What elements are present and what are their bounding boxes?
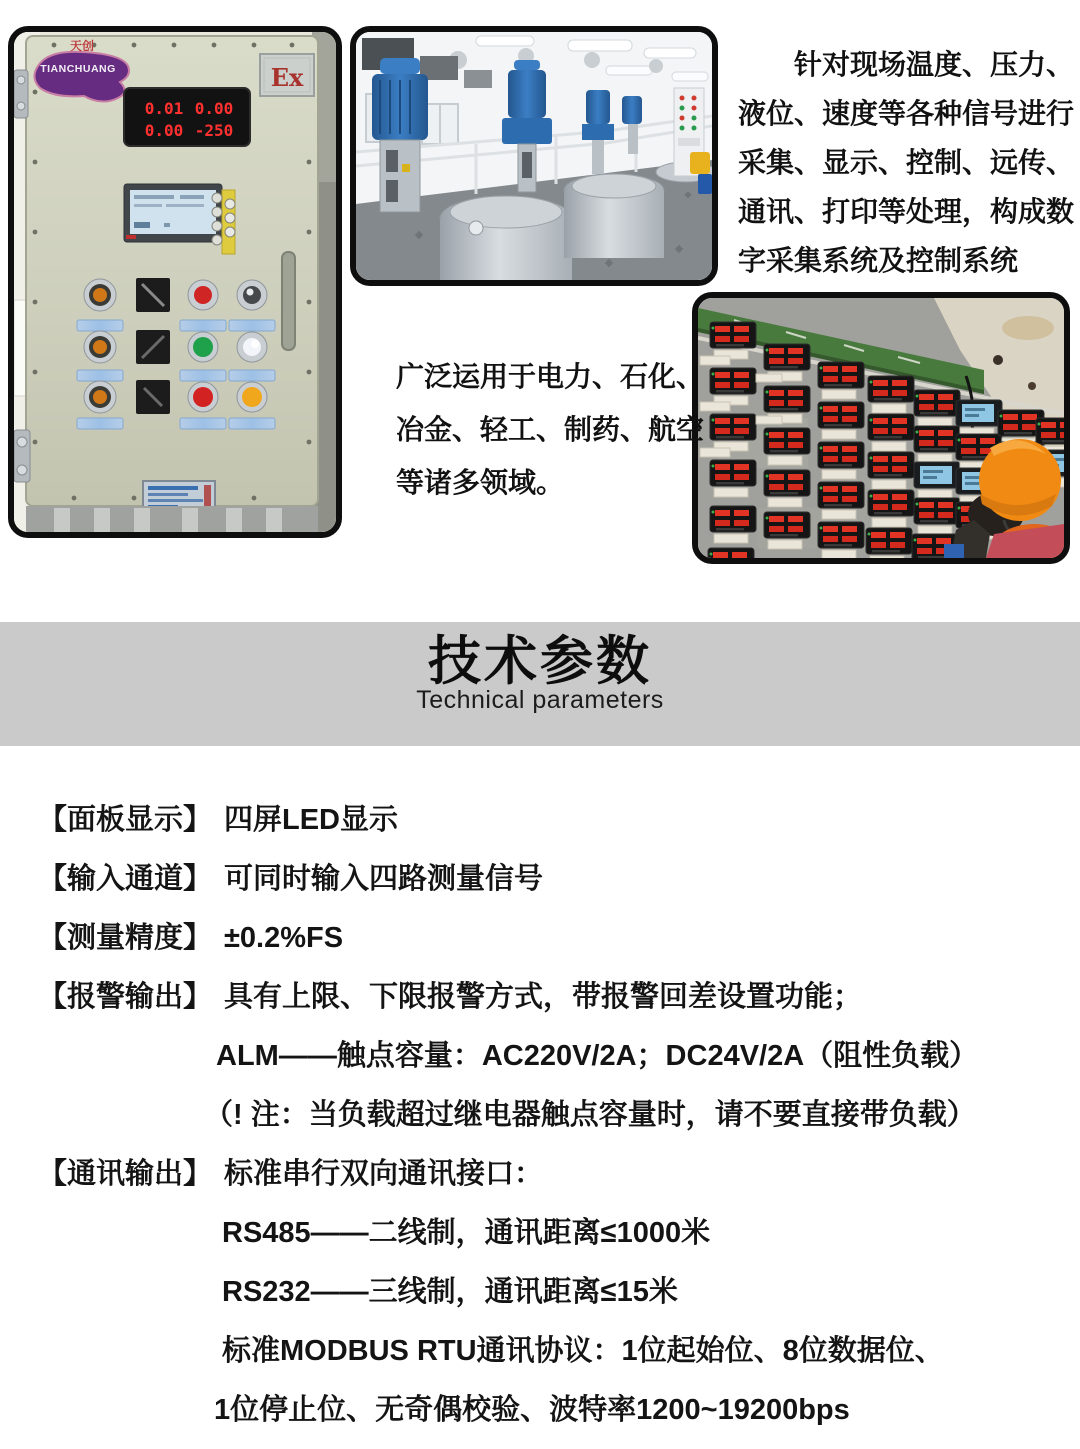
spec-label: 【测量精度】	[38, 922, 213, 954]
spec-row	[38, 1036, 1050, 1076]
intro-line: 针对现场温度、压力、	[794, 49, 1075, 80]
lcd-display	[124, 184, 222, 242]
led-ch1: 0.01	[144, 99, 184, 118]
section-subtitle: Technical parameters	[416, 686, 664, 714]
intro-line: 采集、显示、控制、远传、	[738, 147, 1075, 178]
spec-value: ±0.2%FS	[224, 922, 344, 954]
applications-paragraph	[396, 350, 716, 509]
applications-line: 冶金、轻工、制药、航空	[396, 414, 705, 445]
spec-label: 【面板显示】	[38, 804, 213, 836]
spec-value: 可同时输入四路测量信号	[224, 863, 544, 895]
door-handle	[282, 252, 295, 350]
ex-plate	[260, 54, 314, 96]
indicator-orange-icon	[93, 390, 107, 404]
section-banner	[0, 622, 1080, 746]
intro-line: 通讯、打印等处理，构成数	[738, 196, 1075, 227]
applications-line: 等诸多领域。	[396, 467, 565, 498]
led-ch2: 0.00	[194, 99, 234, 118]
spec-value: 标准MODBUS RTU通讯协议：1位起始位、8位数据位、	[222, 1335, 944, 1367]
wall-hole	[1028, 382, 1036, 390]
wall-stain	[1002, 316, 1054, 340]
spec-value: RS485——二线制，通讯距离≤1000米	[222, 1217, 711, 1249]
hinge-bottom	[14, 430, 30, 482]
intro-line: 字采集系统及控制系统	[738, 245, 1019, 276]
spec-row	[38, 1154, 1050, 1194]
blue-object	[944, 544, 964, 558]
spec-row	[38, 1213, 1050, 1253]
spec-value: 标准串行双向通讯接口：	[224, 1158, 544, 1190]
spec-row	[38, 977, 1050, 1017]
spec-value: （! 注：当负载超过继电器触点容量时，请不要直接带负载）	[204, 1099, 976, 1131]
spec-label: 【报警输出】	[38, 981, 213, 1013]
spec-row	[38, 1390, 1050, 1430]
indicator-orange-icon	[93, 288, 107, 302]
led-ch4: -250	[194, 121, 234, 140]
key-button-strip	[212, 190, 235, 254]
factory-photo	[350, 26, 718, 286]
spec-row	[38, 800, 1050, 840]
factory-illustration	[356, 32, 712, 280]
led-display	[124, 88, 250, 146]
pushbutton-red-icon	[194, 286, 212, 304]
spec-list	[38, 800, 1050, 1449]
agitator-motor-left	[372, 58, 428, 212]
intro-paragraph	[738, 40, 1080, 285]
cabinet-base	[26, 506, 318, 532]
indicator-white-icon	[243, 338, 261, 356]
indicator-silver-icon	[243, 286, 261, 304]
meter-wall-illustration	[698, 298, 1064, 558]
hinge-top	[14, 70, 28, 118]
pushbutton-amber-icon	[242, 387, 262, 407]
indicator-orange-icon	[93, 340, 107, 354]
spec-label: 【输入通道】	[38, 863, 213, 895]
brand-latin-text: TIANCHUANG	[40, 63, 116, 75]
applications-line: 广泛运用于电力、石化、	[396, 361, 705, 392]
spec-value: RS232——三线制，通讯距离≤15米	[222, 1276, 678, 1308]
cabinet-photo	[8, 26, 342, 538]
pushbutton-green-icon	[193, 337, 213, 357]
brand-cn-text: 天创	[69, 39, 95, 53]
spec-row	[38, 1095, 1050, 1135]
spec-label: 【通讯输出】	[38, 1158, 213, 1190]
intro-line: 液位、速度等各种信号进行	[738, 98, 1075, 129]
meter-wall-photo	[692, 292, 1070, 564]
cabinet-illustration	[14, 32, 336, 532]
spec-row	[38, 1331, 1050, 1371]
section-title: 技术参数	[428, 632, 652, 691]
led-ch3: 0.00	[144, 121, 184, 140]
spec-value: 四屏LED显示	[224, 804, 399, 836]
spec-row	[38, 918, 1050, 958]
pushbutton-red-icon	[193, 387, 213, 407]
wall-hole	[993, 355, 1003, 365]
ex-mark-text: Ex	[270, 63, 304, 92]
spec-value: 具有上限、下限报警方式，带报警回差设置功能；	[224, 981, 863, 1013]
spec-row	[38, 859, 1050, 899]
spec-value: 1位停止位、无奇偶校验、波特率1200~19200bps	[214, 1394, 850, 1426]
spec-row	[38, 1272, 1050, 1312]
spec-value: ALM——触点容量：AC220V/2A；DC24V/2A（阻性负载）	[216, 1040, 979, 1072]
